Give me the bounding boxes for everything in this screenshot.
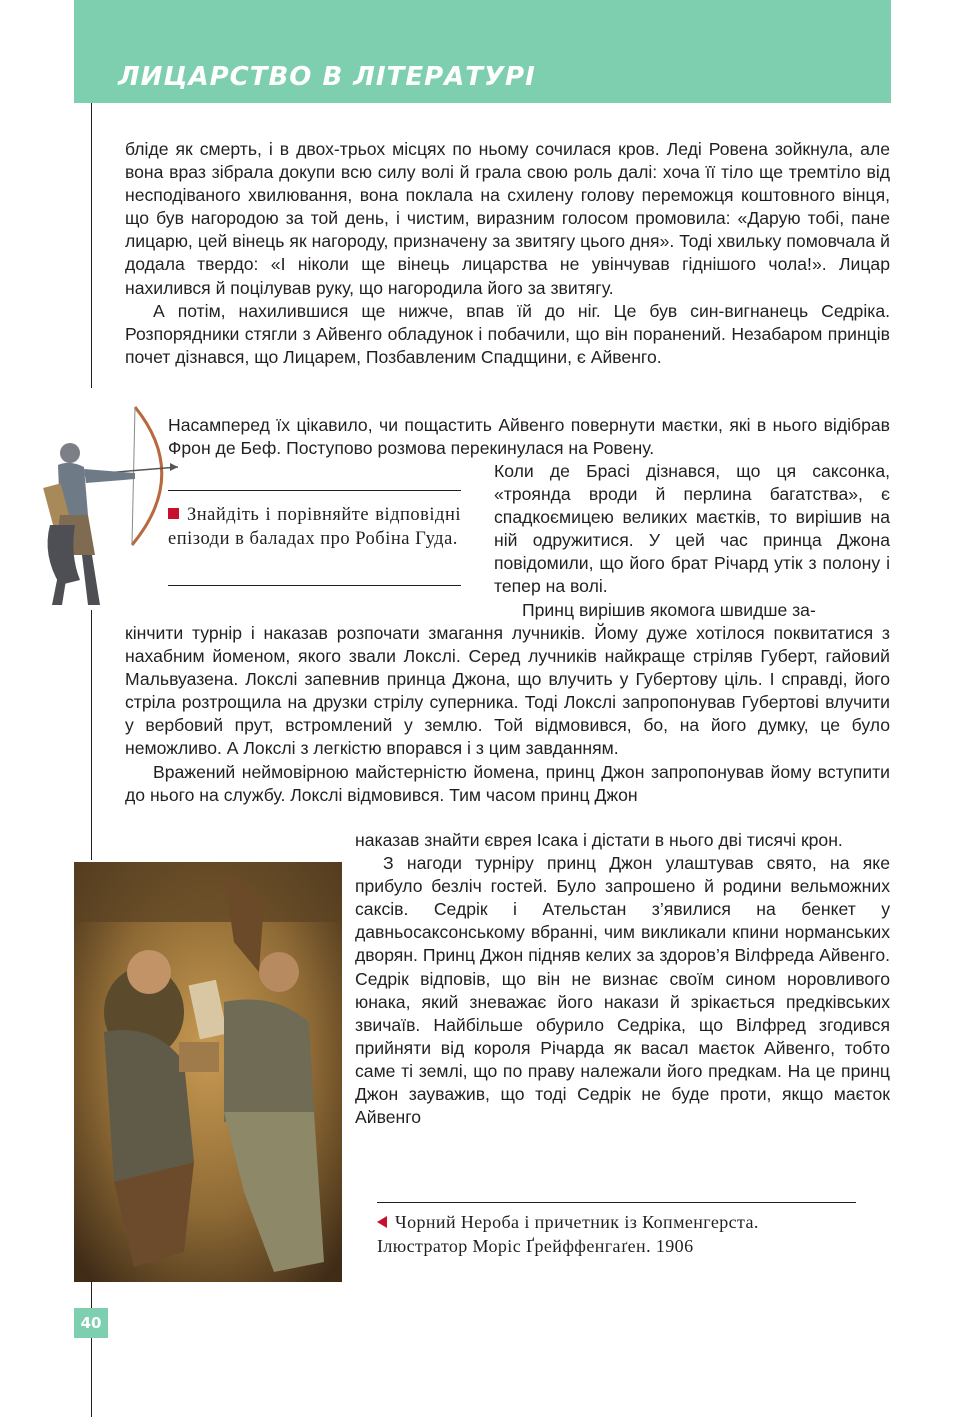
text-block-middle — [125, 622, 890, 807]
paragraph-1: бліде як смерть, і в двох-трьох місцях по ньому сочилася кров. Леді Ровена зойкнула, але вона враз зібрала докупи всю силу волі й грала свою роль далі: хоча її тіло ще тремтіло від несподіваного хвилювання, вона поклала на схилену голову переможця коштовного вінця, що був нагородою за той день, і чистим, виразним голосом промовила: «Дарую тобі, пане лицарю, цей вінець як нагороду, призначену за звитягу цього дня». Тоді хвильку помовчала й додала твердо: «І ніколи ще вінець лицарства не увінчував гіднішого чола!». Лицар нахилився й поцілував руку, що нагородила його за звитягу. — [125, 139, 890, 298]
margin-line-top — [91, 103, 92, 388]
task-text — [168, 503, 461, 551]
task-marker-icon — [168, 508, 179, 519]
paragraph-5-start: Принц вирішив якомога швидше за- — [522, 599, 816, 620]
chapter-header — [74, 0, 891, 103]
task-label: Знайдіть і порівняйте відповідні епізоди в баладах про Робіна Гуда. — [168, 505, 461, 549]
archer-illustration — [40, 405, 180, 610]
paragraph-5: кінчити турнір і наказав розпочати змагання лучників. Йому дуже хотілося поквитатися з нахабним йоменом, якого звали Локслі. Серед лучників найкраще стріляв Губерт, гайовий Мальвуазена. Локслі запевнив принца Джона, що влучить у Губертову ціль. І справді, його стріла розтрощила на друзки стрілу суперника. Тоді Локслі запропонував Губертові влучити у вербовий прут, встромлений у землю. Той відмовився, бо, на його думку, це було неможливо. А Локслі з легкістю впорався і з цим завданням. — [125, 623, 890, 759]
text-block-p4 — [494, 460, 890, 622]
caption-arrow-icon — [377, 1216, 387, 1228]
margin-line-bottom — [91, 610, 92, 860]
painting-illustration — [74, 862, 342, 1282]
paragraph-3: Насамперед їх цікавило, чи пощастить Айвенго повернути маєтки, які в нього відібрав Фрон де Беф. Поступово розмова перекинулася на Ровену. — [168, 415, 890, 459]
page-number: 40 — [74, 1308, 108, 1338]
paragraph-6: Вражений неймовірною майстерністю йомена, принц Джон запропонував йому вступити до нього на службу. Локслі відмовився. Тим часом принц Джон — [125, 761, 890, 805]
text-block-beside-image — [355, 829, 890, 1129]
chapter-title: ЛИЦАРСТВО В ЛІТЕРАТУРІ — [118, 62, 536, 92]
image-caption — [377, 1210, 862, 1258]
caption-line-1: Чорний Нероба і причетник із Копменгерста. — [377, 1210, 862, 1234]
text-block-top — [125, 138, 890, 369]
paragraph-4: Коли де Брасі дізнався, що ця саксонка, «троянда вроди й перлина багатства», є спадкоємицею великих маєтків, то вирішив на ній одружитися. У цей час принца Джона повідомили, що його брат Річард утік з полону і тепер на волі. — [494, 461, 890, 597]
paragraph-2: А потім, нахилившися ще нижче, впав їй до ніг. Це був син-вигнанець Седріка. Розпорядники стягли з Айвенго обладунок і побачили, що він поранений. Незабаром принців почет дізнався, що Лицарем, Позбавленим Спадщини, є Айвенго. — [125, 300, 890, 367]
task-box — [168, 490, 461, 586]
caption-rule — [377, 1202, 856, 1203]
margin-line-footer — [91, 1282, 92, 1417]
caption-line-2: Ілюстратор Моріс Ґрейффенгаґен. 1906 — [377, 1236, 694, 1256]
paragraph-6-end: наказав знайти єврея Ісака і дістати в нього дві тисячі крон. — [355, 830, 843, 850]
paragraph-7: З нагоди турніру принц Джон улаштував свято, на яке прибуло безліч гостей. Було запрошено й родини вельможних саксів. Седрік і Ательстан з’явилися на бенкет у давньосаксонському вбранні, чим викликали кпини норманських дворян. Принц Джон підняв келих за здоров’я Вілфреда Айвенго. Седрік відповів, що він не визнає своїм сином норовливого юнака, який зневажає його накази й зрікається предківських звичаїв. Найбільше обурило Седріка, що Вілфред згодився прийняти від короля Річарда як васал маєток Айвенго, тобто саме ті землі, що по праву належали його предкам. На це принц Джон зауважив, що тоді Седрік не буде проти, якщо маєток Айвенго — [355, 853, 890, 1128]
text-block-p3 — [168, 414, 890, 460]
